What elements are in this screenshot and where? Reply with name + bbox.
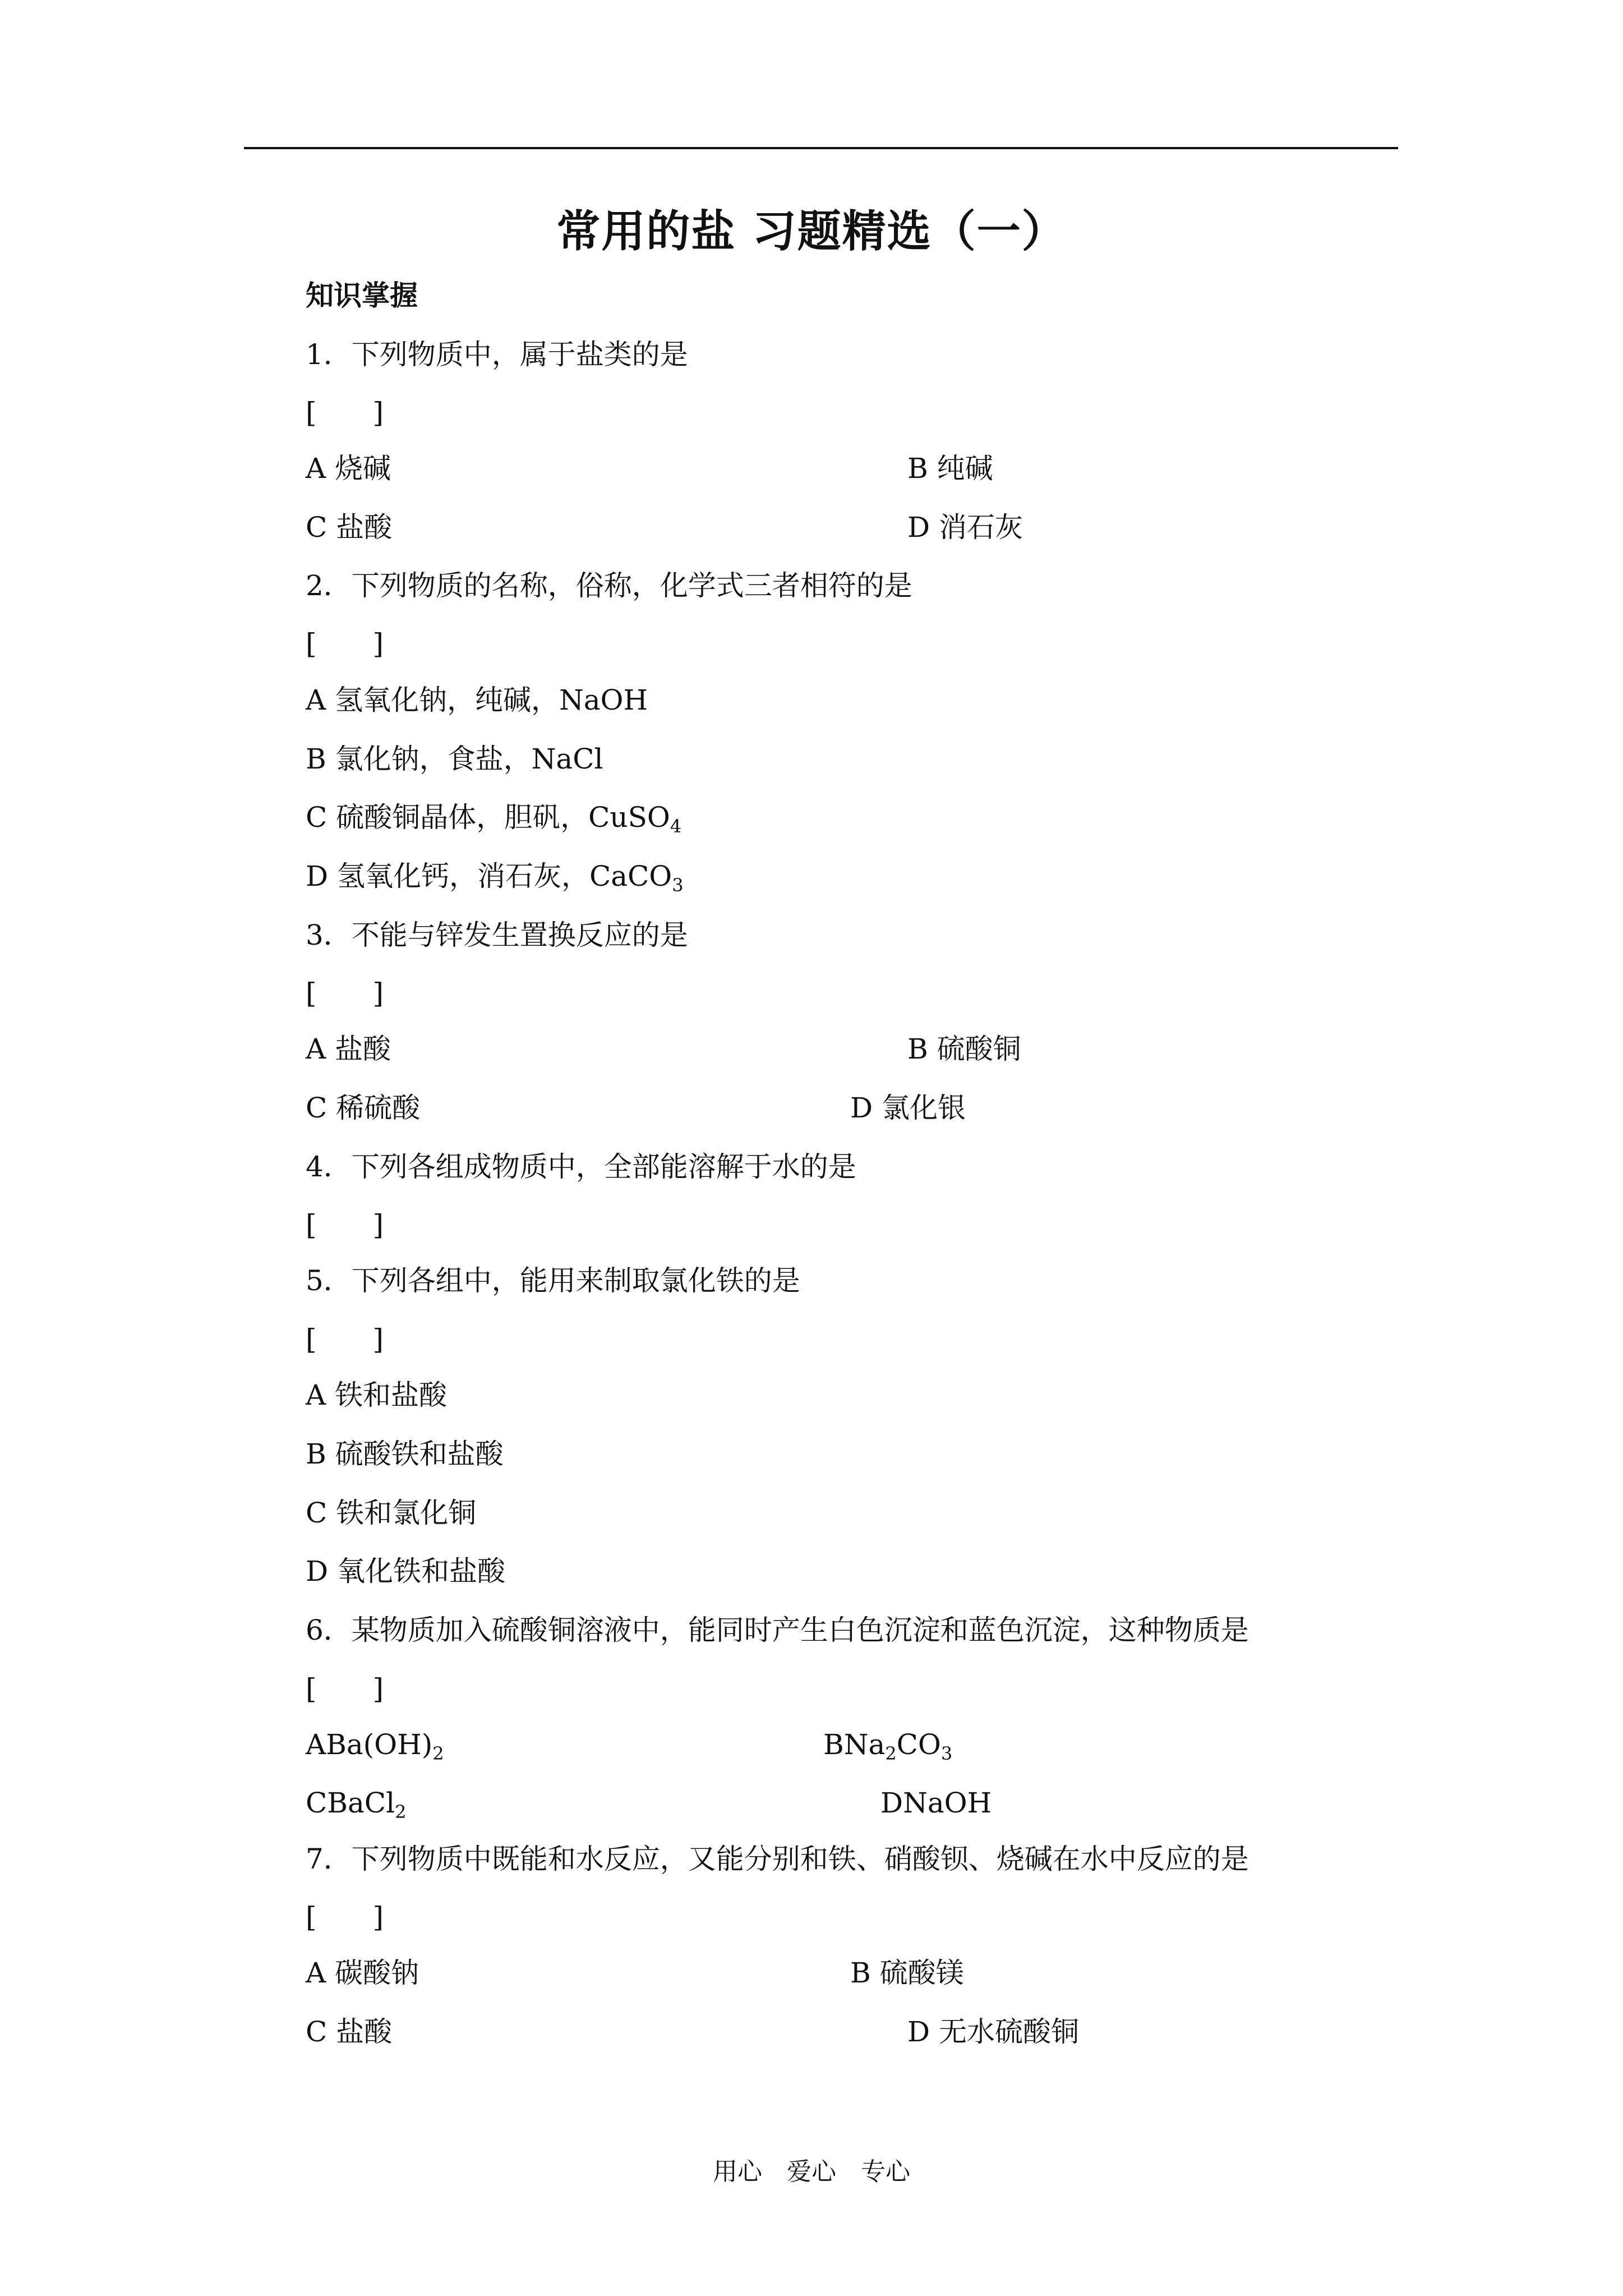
- q7-option-a: A 碳酸钠: [306, 1957, 419, 1989]
- q1-option-c: C 盐酸: [306, 511, 393, 544]
- q1-stem: 1．下列物质中，属于盐类的是: [306, 338, 688, 371]
- q6-stem: 6．某物质加入硫酸铜溶液中，能同时产生白色沉淀和蓝色沉淀，这种物质是: [306, 1614, 1249, 1646]
- q2-option-a: A 氢氧化钠，纯碱，NaOH: [306, 684, 648, 716]
- q1-option-d: D 消石灰: [907, 511, 1023, 544]
- q3-option-d: D 氯化银: [850, 1092, 966, 1124]
- q2-stem: 2．下列物质的名称，俗称，化学式三者相符的是: [306, 569, 912, 602]
- header-rule: [244, 147, 1398, 149]
- page-title: 常用的盐 习题精选（一）: [556, 206, 1067, 257]
- q3-option-c: C 稀硫酸: [306, 1092, 421, 1124]
- q5-option-c: C 铁和氯化铜: [306, 1497, 477, 1529]
- q3-stem: 3．不能与锌发生置换反应的是: [306, 919, 688, 951]
- q6-option-c: CBaCl$_2$: [306, 1787, 407, 1823]
- q3-option-b: B 硫酸铜: [907, 1033, 1021, 1065]
- q7-option-d: D 无水硫酸铜: [907, 2016, 1079, 2048]
- q6-option-a: $ABa(OH)_2$: [306, 1728, 444, 1764]
- q2-option-b: B 氯化钠，食盐，NaCl: [306, 743, 603, 775]
- q6-option-d: DNaOH: [880, 1787, 992, 1819]
- section-heading: 知识掌握: [306, 279, 418, 312]
- q2-option-c: C 硫酸铜晶体，胆矾，CuSO$_4$: [306, 801, 682, 837]
- q5-bracket: [ ]: [306, 1323, 384, 1356]
- q6-option-b: $BNa_2CO_3$: [823, 1728, 953, 1764]
- q3-bracket: [ ]: [306, 977, 384, 1010]
- q7-stem: 7．下列物质中既能和水反应，又能分别和铁、硝酸钡、烧碱在水中反应的是: [306, 1843, 1249, 1875]
- q5-option-b: B 硫酸铁和盐酸: [306, 1438, 504, 1470]
- q5-stem: 5．下列各组中，能用来制取氯化铁的是: [306, 1264, 800, 1297]
- q3-option-a: A 盐酸: [306, 1033, 391, 1065]
- q5-option-d: D 氧化铁和盐酸: [306, 1555, 505, 1588]
- q1-option-a: A 烧碱: [306, 452, 391, 485]
- q1-option-b: B 纯碱: [907, 452, 993, 485]
- q4-bracket: [ ]: [306, 1209, 384, 1241]
- q5-option-a: A 铁和盐酸: [306, 1379, 448, 1411]
- q7-bracket: [ ]: [306, 1901, 384, 1934]
- q2-bracket: [ ]: [306, 628, 384, 660]
- q2-option-d: D 氢氧化钙，消石灰，CaCO$_3$: [306, 860, 684, 896]
- q7-option-c: C 盐酸: [306, 2016, 393, 2048]
- q4-stem: 4．下列各组成物质中，全部能溶解于水的是: [306, 1151, 856, 1183]
- page-footer: 用心 爱心 专心: [713, 2157, 910, 2186]
- q6-bracket: [ ]: [306, 1673, 384, 1705]
- q7-option-b: B 硫酸镁: [850, 1957, 964, 1989]
- q1-bracket: [ ]: [306, 397, 384, 429]
